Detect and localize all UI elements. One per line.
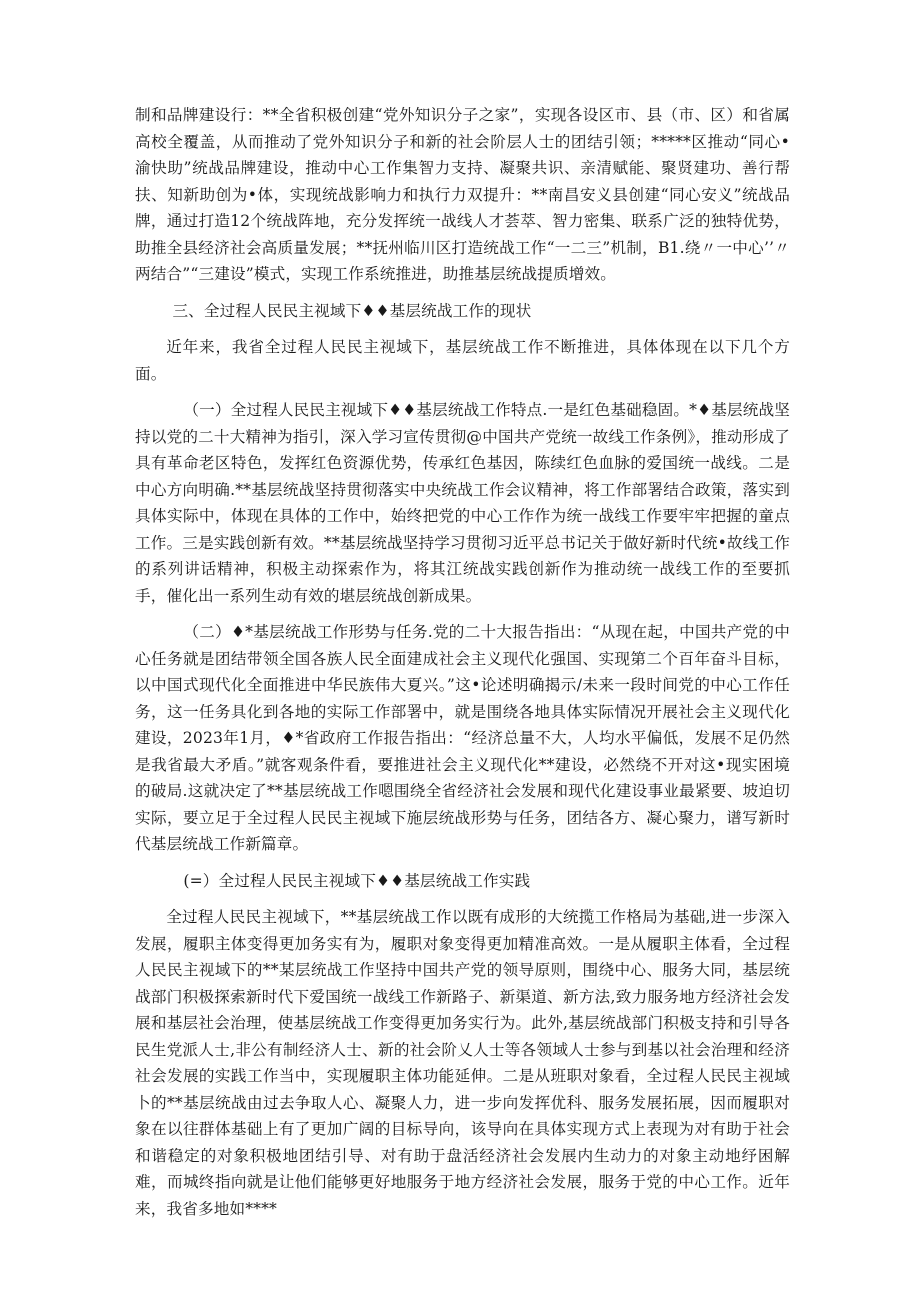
section-heading-three: 三、全过程人民民主视域下♦♦基层统战工作的现状 [172,301,532,320]
document-page [135,102,790,1232]
subsection-three-heading: (=）全过程人民民主视域下♦♦基层统战工作实践 [183,871,531,890]
subsection-two-paragraph: （二）♦*基层统战工作形势与任务.党的二十大报告指出：“从现在起，中国共产党的中心任务就是团结带领全国各族人民全面建成社会主义现代化强国、实现第二个百年奋斗目标，以中国式现代化全面推进中华民族伟大夏兴。”这•论述明确揭示/未来一段时间党的中心工作任务，这一任务具化到各地的实际工作部署中，就是围绕各地具体实际情况开展社会主义现代化建设，2023年1月，♦*省政府工作报告指出：“经济总量不大，人均水平偏低，发展不足仍然是我省最大矛盾。”就客观条件看，要推进社会主义现代化**建设，必然绕不开对这•现实困境的破局.这就决定了**基层统战工作嗯围绕全省经济社会发展和现代化建设事业最紧要、坡迫切实际，要立足于全过程人民民主视域下施层统战形势与任务，团结各方、凝心聚力，谱写新时代基层统战工作新篇章。 [135,623,790,853]
practice-paragraph: 全过程人民民主视域下，**基层统战工作以既有成形的大统揽工作格局为基础,进一步深入发展，履职主体变得更加务实有为，履职对象变得更加精准高效。一是从履职主体看，全过程人民民主视域下的**某层统战工作坚持中国共产党的领导原则，围绕中心、服务大同，基层统战部门积极探索新时代下爱国统一战线工作新路子、新渠道、新方法,致力服务地方经济社会发展和基层社会治理，使基层统战工作变得更加务实行为。此外,基层统战部门积极支持和引导各民生党派人士,非公有制经济人士、新的社会阶乂人士等各领域人士参与到基以社会治理和经济社会发展的实践工作当中，实现履职主体功能延伸。二是从班职对象看，全过程人民民主视域卜的**基层统战由过去争取人心、凝聚人力，进一步向发挥优科、服务发展拓展，因而履职对象在以往群体基础上有了更加广阔的目标导向，该导向在具体实现方式上表现为对有助于社会和谐稳定的对象积极地团结引导、对有助于盘活经济社会发展内生动力的对象主动地纾困解难，而城终指向就是让他们能够更好地服务于地方经济社会发展，服务于党的中心工作。近年来，我省多地如**** [135,908,790,1218]
continuation-paragraph: 制和品牌建设行：**全省积极创建“党外知识分子之家”，实现各设区市、县（市、区）和省属高校全覆盖，从而推动了党外知识分子和新的社会阶层人士的团结引领；*****区推动“同心•渝快助”统战品牌建设，推动中心工作集智力支持、凝聚共识、亲清赋能、聚贤建功、善行帮扶、知新助创为•体，实现统战影响力和执行力双提升：**南昌安义县创建“同心安义”统战品牌，通过打造12个统战阵地，充分发挥统一战线人才荟萃、智力密集、联系广泛的独特优势，助推全县经济社会高质量发展；**抚州临川区打造统战工作“一二三”机制，B1.绕〃一中心’’〃两结合”“三建设”模式，实现工作系统推进，助推基层统战提质增效。 [135,106,790,283]
subsection-one-paragraph: （一）全过程人民民主视域下♦♦基层统战工作特点.一是红色基础稳固。*♦基层统战坚持以党的二十大精神为指引，深入学习宣传贯彻@中国共产党统一故线工作条例》，推动形成了具有革命老区特色，发挥红色资源优势，传承红色基因，陈续红色血脉的爱国统一战线。二是中心方向明确.**基层统战坚持贯彻落实中央统战工作会议精神，将工作部署结合政策，落实到具体实际中，体现在具体的工作中，始终把党的中心工作作为统一战线工作要牢牢把握的童点工作。三是实践创新有效。**基层统战坚持学习贯彻习近平总书记关于做好新时代统•故线工作的系列讲话精神，积极主动探索作为，将其江统战实践创新作为推动统一战线工作的至要抓手，催化出一系列生动有效的堪层统战创新成果。 [135,401,790,605]
intro-paragraph: 近年来，我省全过程人民民主视域下，基层统战工作不断推进，具体体现在以下几个方面。 [135,338,790,383]
